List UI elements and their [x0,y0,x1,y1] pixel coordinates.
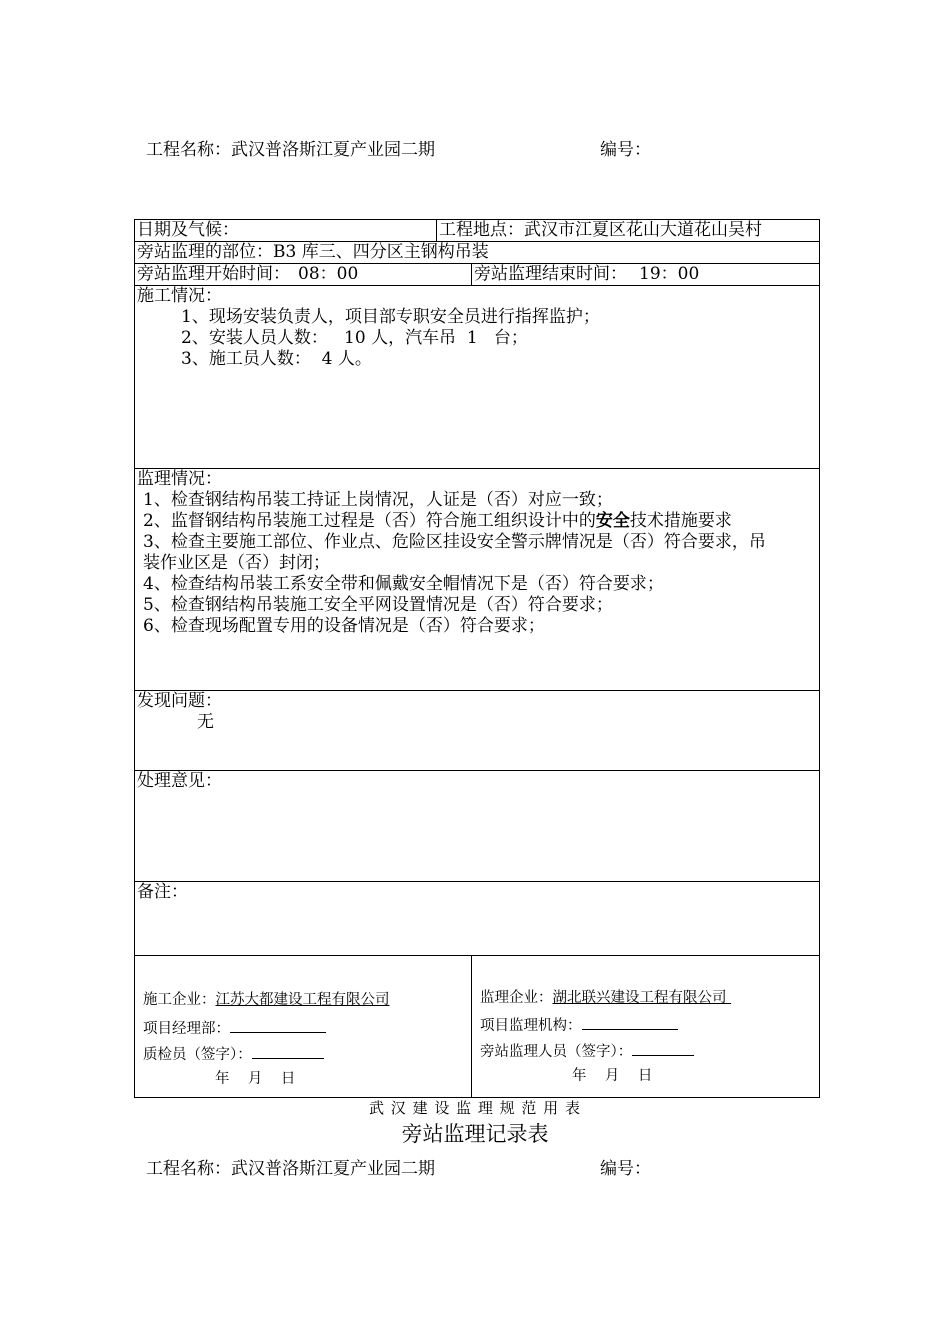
number-label-bottom: 编号： [600,1159,651,1179]
contractor-sign-cell [135,956,472,1098]
inspector-row: 质检员（签字）： [143,1044,324,1065]
project-name-label: 工程名称： [146,140,231,160]
end-time-value: 19：00 [639,264,700,284]
project-name-label: 工程名称： [146,1159,231,1179]
supervision-item: 3、检查主要施工部位、作业点、危险区挂设安全警示牌情况是（否）符合要求，吊 [143,532,766,552]
construction-item: 2、安装人员人数： 10 人，汽车吊 1 台； [181,328,528,348]
start-time-cell: 旁站监理开始时间： 08：00 [135,264,472,286]
supervision-title: 监理情况： [137,469,222,489]
supervision-item: 1、检查钢结构吊装工持证上岗情况，人证是（否）对应一致； [143,490,613,510]
contractor-company-row: 施工企业：江苏大都建设工程有限公司 [143,992,390,1008]
supervisor-company-row: 监理企业：湖北联兴建设工程有限公司 [480,990,732,1006]
handling-section [135,771,820,882]
construction-title: 施工情况： [137,286,222,306]
date-weather-cell: 日期及气候： [135,220,437,242]
supervision-item: 2、监督钢结构吊装施工过程是（否）符合施工组织设计中的安全技术措施要求 [143,511,732,531]
number-label-top: 编号： [600,140,651,160]
supervision-item: 4、检查结构吊装工系安全带和佩戴安全帽情况下是（否）符合要求； [143,574,664,594]
project-name: 武汉普洛斯江夏产业园二期 [231,140,435,160]
position-value: B3 库三、四分区主钢构吊装 [273,242,489,262]
position-cell: 旁站监理的部位：B3 库三、四分区主钢构吊装 [135,242,820,264]
project-name-line-bottom [146,1154,435,1179]
supervision-item: 6、检查现场配置专用的设备情况是（否）符合要求； [143,616,545,636]
project-manager-blank [230,1018,326,1033]
supervisor-company: 湖北联兴建设工程有限公司 [552,990,732,1006]
problems-section [135,691,820,771]
remarks-section [135,882,820,956]
location-cell: 工程地点：武汉市江夏区花山大道花山吴村 [437,220,820,242]
contractor-date: 年 月 日 [215,1071,296,1087]
handling-title: 处理意见： [137,771,222,791]
supervision-staff-signature-blank [632,1041,694,1056]
safety-bold-text: 安全 [595,511,630,531]
construction-item: 1、现场安装负责人，项目部专职安全员进行指挥监护； [181,307,600,327]
supervisor-sign-cell [472,956,820,1098]
form-title: 旁站监理记录表 [401,1122,549,1146]
supervision-staff-row: 旁站监理人员（签字）： [480,1041,694,1062]
start-time-value: 08：00 [298,264,359,284]
construction-section [135,286,820,469]
construction-item: 3、施工员人数： 4 人。 [181,349,372,369]
end-time-cell: 旁站监理结束时间： 19：00 [472,264,820,286]
supervision-org-blank [582,1015,678,1030]
supervision-org-row: 项目监理机构： [480,1015,678,1036]
supervision-record-table [134,219,820,1098]
project-manager-row: 项目经理部： [143,1018,326,1039]
form-subtitle: 武 汉 建 设 监 理 规 范 用 表 [369,1099,581,1117]
supervision-section [135,469,820,691]
location-value: 武汉市江夏区花山大道花山吴村 [524,220,762,240]
problems-value: 无 [197,712,214,732]
project-name-line-top [146,135,435,160]
remarks-title: 备注： [137,882,188,902]
problems-title: 发现问题： [137,691,222,711]
project-name: 武汉普洛斯江夏产业园二期 [231,1159,435,1179]
inspector-signature-blank [252,1044,324,1059]
supervision-item: 5、检查钢结构吊装施工安全平网设置情况是（否）符合要求； [143,595,613,615]
contractor-company: 江苏大都建设工程有限公司 [215,992,390,1008]
supervision-item: 装作业区是（否）封闭； [143,553,330,573]
supervisor-date: 年 月 日 [572,1068,653,1084]
